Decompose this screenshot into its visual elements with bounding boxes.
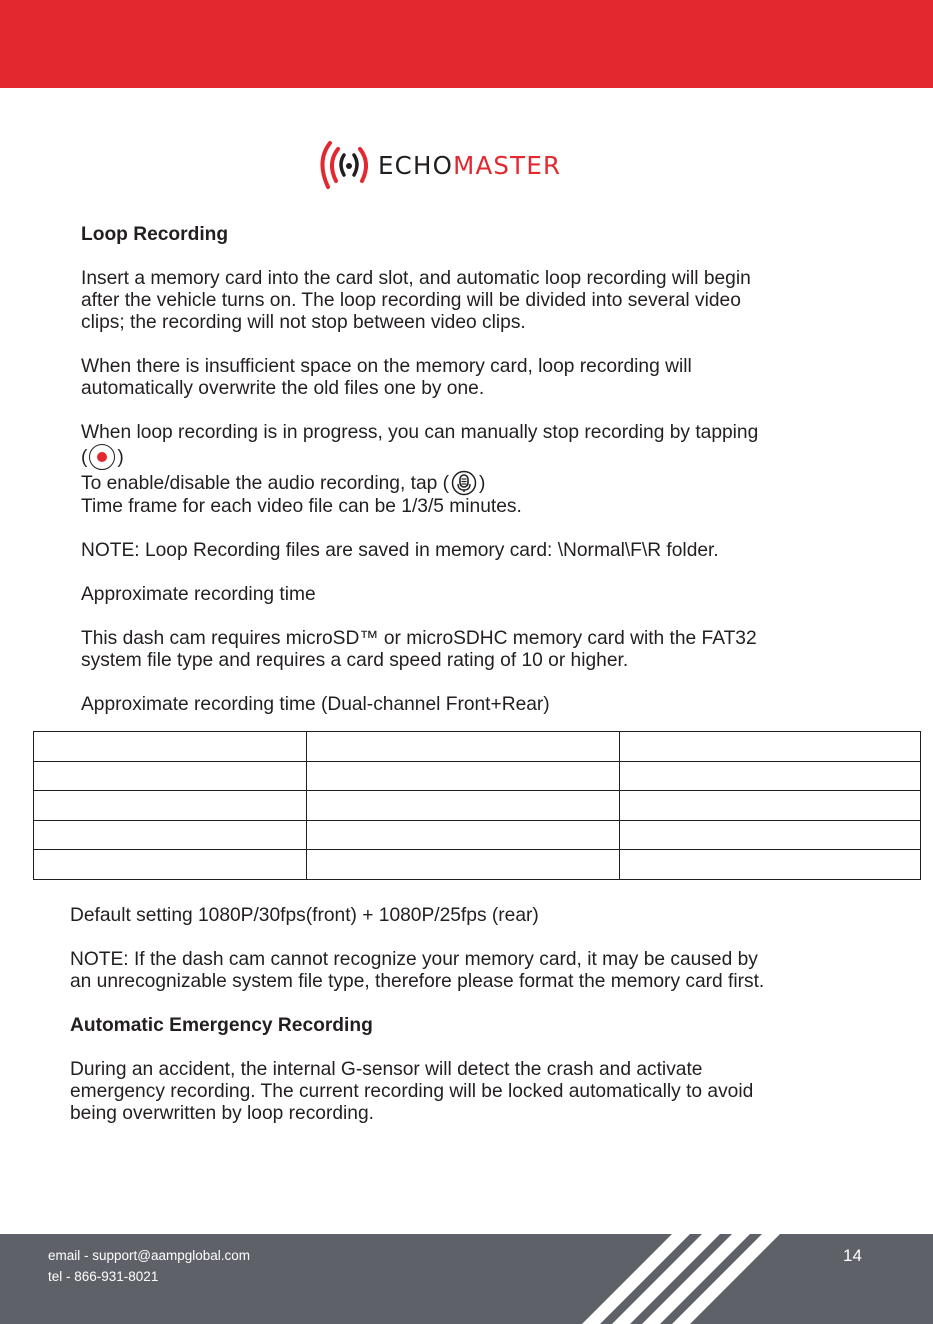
emergency-line3: being overwritten by loop recording. — [70, 1103, 374, 1124]
table-cell — [307, 761, 620, 791]
emergency-line2: emergency recording. The current recording will be locked automatically to avoid — [70, 1081, 754, 1102]
table-cell — [307, 820, 620, 850]
note-folder: NOTE: Loop Recording files are saved in memory card: \Normal\F\R folder. — [81, 540, 719, 561]
header-band — [0, 0, 933, 88]
table-cell — [34, 761, 307, 791]
microphone-icon — [451, 470, 477, 496]
table-cell — [620, 732, 921, 762]
para1-line3: clips; the recording will not stop between video clips. — [81, 312, 526, 333]
default-setting: Default setting 1080P/30fps(front) + 1080P/25fps (rear) — [70, 905, 539, 926]
approx-title: Approximate recording time — [81, 584, 316, 605]
footer-tel: tel - 866-931-8021 — [48, 1269, 159, 1284]
table-cell — [620, 761, 921, 791]
logo-wordmark — [378, 151, 561, 180]
table-row — [34, 732, 921, 762]
requirement-line2: system file type and requires a card speed rating of 10 or higher. — [81, 650, 629, 671]
table-cell — [307, 732, 620, 762]
loop-recording-section — [81, 224, 881, 716]
logo-echo: ECHO — [378, 150, 454, 180]
time-frame: Time frame for each video file can be 1/3/5 minutes. — [81, 496, 522, 517]
audio-line — [81, 470, 881, 496]
footer — [0, 1234, 933, 1324]
table-row — [34, 820, 921, 850]
emergency-heading: Automatic Emergency Recording — [70, 1015, 373, 1036]
stop-recording-line — [81, 444, 881, 470]
after-table-section — [70, 905, 890, 1125]
table-cell — [34, 732, 307, 762]
para1-line1: Insert a memory card into the card slot, and automatic loop recording will begin — [81, 268, 751, 289]
table-cell — [34, 820, 307, 850]
table-row — [34, 850, 921, 880]
para2-line2: automatically overwrite the old files one by one. — [81, 378, 485, 399]
para1-line2: after the vehicle turns on. The loop recording will be divided into several video — [81, 290, 741, 311]
table-cell — [620, 791, 921, 821]
para3-line1: When loop recording is in progress, you can manually stop recording by tapping — [81, 422, 759, 443]
echomaster-logo-icon — [314, 139, 374, 191]
loop-recording-heading: Loop Recording — [81, 224, 229, 245]
page-number: 14 — [843, 1246, 862, 1265]
echomaster-logo — [314, 139, 624, 191]
table-cell — [307, 791, 620, 821]
table-cell — [307, 850, 620, 880]
open-paren: ( — [81, 447, 88, 468]
emergency-line1: During an accident, the internal G-sensor will detect the crash and activate — [70, 1059, 703, 1080]
para2-line1: When there is insufficient space on the memory card, loop recording will — [81, 356, 692, 377]
note-line2: an unrecognizable system file type, therefore please format the memory card first. — [70, 971, 765, 992]
table-cell — [34, 791, 307, 821]
table-cell — [620, 850, 921, 880]
logo-master: MASTER — [453, 150, 562, 180]
approx-dual: Approximate recording time (Dual-channel Front+Rear) — [81, 694, 550, 715]
note-line1: NOTE: If the dash cam cannot recognize your memory card, it may be caused by — [70, 949, 758, 970]
table-cell — [620, 820, 921, 850]
requirement-line1: This dash cam requires microSD™ or microSDHC memory card with the FAT32 — [81, 628, 757, 649]
close-paren: ) — [117, 447, 124, 468]
recording-time-table — [33, 731, 921, 880]
footer-email: email - support@aampglobal.com — [48, 1248, 251, 1263]
audio-text: To enable/disable the audio recording, tap ( — [81, 473, 450, 494]
audio-close: ) — [479, 473, 486, 494]
table-row — [34, 761, 921, 791]
table-row — [34, 791, 921, 821]
table-cell — [34, 850, 307, 880]
record-button-icon — [89, 444, 115, 470]
